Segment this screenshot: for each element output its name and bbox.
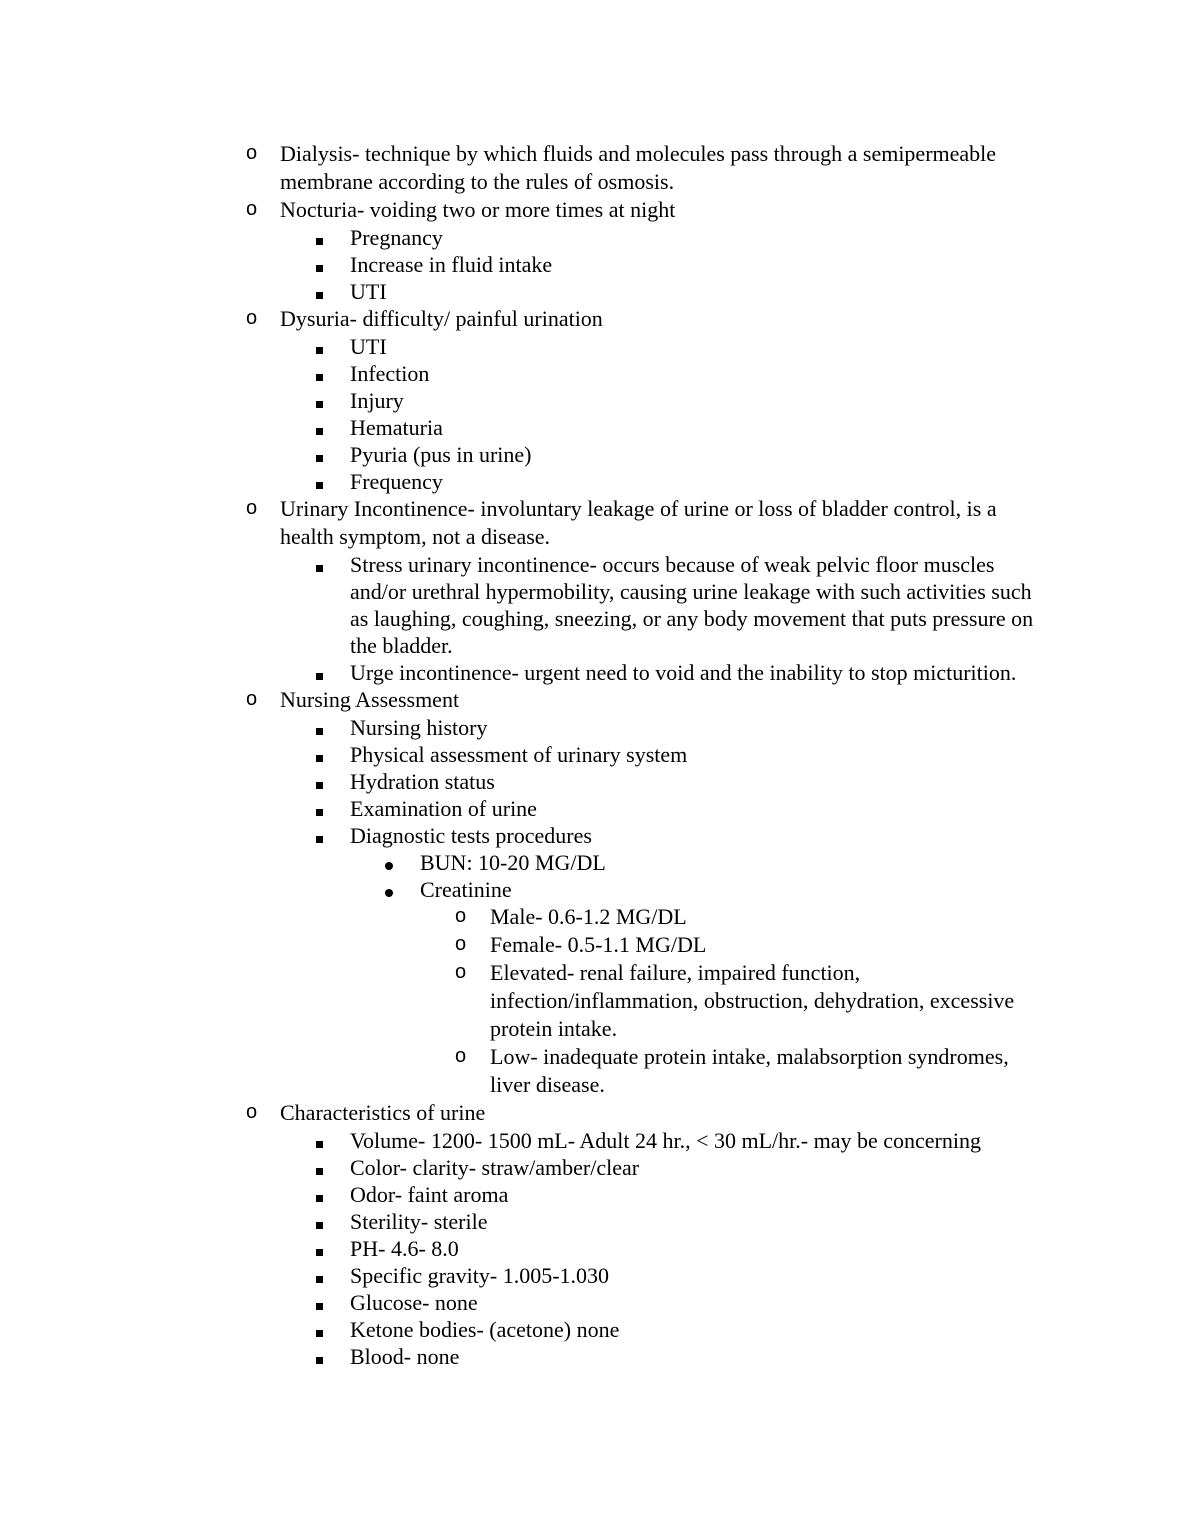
square-bullet-icon [316, 728, 323, 735]
circle-bullet: o [455, 933, 467, 955]
square-bullet-icon [316, 455, 323, 462]
square-bullet-icon [316, 755, 323, 762]
urine-characteristic: Volume- 1200- 1500 mL- Adult 24 hr., < 30 mL/hr.- may be concerning [350, 1128, 981, 1153]
square-bullet-icon [316, 1330, 323, 1337]
square-bullet-icon [316, 347, 323, 354]
dysuria-text: Dysuria- difficulty/ painful urination [280, 306, 603, 331]
assessment-item: Diagnostic tests procedures [350, 823, 592, 848]
list-item [0, 959, 1050, 1043]
square-bullet-icon [316, 565, 323, 572]
assessment-item: Nursing history [350, 715, 488, 740]
list-item [0, 1316, 1040, 1343]
list-item [0, 849, 1040, 876]
list-item [0, 876, 1040, 903]
square-bullet-icon [316, 482, 323, 489]
list-item [0, 1235, 1040, 1262]
nocturia-cause: UTI [350, 279, 387, 304]
dysuria-cause: Hematuria [350, 415, 443, 440]
nocturia-cause: Pregnancy [350, 225, 443, 250]
document-page [0, 140, 1190, 1370]
creatinine-range: Elevated- renal failure, impaired function, infection/inflammation, obstruction, dehydration, excessive protein intake. [490, 960, 1015, 1041]
nocturia-text: Nocturia- voiding two or more times at night [280, 197, 676, 222]
list-item [0, 768, 1040, 795]
incontinence-type: Stress urinary incontinence- occurs because of weak pelvic floor muscles and/or urethral hypermobility, causing urine leakage with such activities such as laughing, coughing, sneezing, or any body movement that puts pressure on the bladder. [350, 552, 1034, 658]
circle-bullet: o [246, 307, 258, 329]
list-item [0, 1343, 1040, 1370]
square-bullet-icon [316, 1141, 323, 1148]
circle-bullet: o [455, 1045, 467, 1067]
dysuria-cause: Frequency [350, 469, 443, 494]
assessment-item: Hydration status [350, 769, 495, 794]
incontinence-text: Urinary Incontinence- involuntary leakage of urine or loss of bladder control, is a health symptom, not a disease. [280, 496, 997, 549]
circle-bullet: o [455, 905, 467, 927]
list-item [0, 551, 1040, 659]
list-item [0, 1262, 1040, 1289]
circle-bullet: o [246, 142, 258, 164]
square-bullet-icon [316, 428, 323, 435]
creatinine-range: Female- 0.5-1.1 MG/DL [490, 932, 707, 957]
dysuria-cause: Infection [350, 361, 430, 386]
square-bullet-icon [316, 809, 323, 816]
square-bullet-icon [316, 265, 323, 272]
square-bullet-icon [316, 1249, 323, 1256]
list-item-nocturia [0, 196, 1050, 224]
list-item-dysuria [0, 305, 1050, 333]
urine-characteristic: Glucose- none [350, 1290, 478, 1315]
square-bullet-icon [316, 401, 323, 408]
list-item [0, 278, 1040, 305]
square-bullet-icon [316, 1357, 323, 1364]
list-item [0, 822, 1040, 849]
circle-bullet: o [455, 961, 467, 983]
square-bullet-icon [316, 1195, 323, 1202]
urine-characteristic: Color- clarity- straw/amber/clear [350, 1155, 640, 1180]
incontinence-type: Urge incontinence- urgent need to void and the inability to stop micturition. [350, 660, 1017, 685]
list-item [0, 903, 1050, 931]
circle-bullet: o [246, 1101, 258, 1123]
list-item-dialysis [0, 140, 1050, 196]
urine-characteristic: Ketone bodies- (acetone) none [350, 1317, 620, 1342]
list-item [0, 1181, 1040, 1208]
list-item [0, 360, 1040, 387]
diagnostic-test: BUN: 10-20 MG/DL [420, 850, 606, 875]
square-bullet-icon [316, 836, 323, 843]
list-item [0, 224, 1040, 251]
list-item [0, 1208, 1040, 1235]
diagnostic-test: Creatinine [420, 877, 512, 902]
urine-characteristic: Sterility- sterile [350, 1209, 488, 1234]
circle-bullet: o [246, 198, 258, 220]
circle-bullet: o [246, 497, 258, 519]
square-bullet-icon [316, 1222, 323, 1229]
dysuria-cause: UTI [350, 334, 387, 359]
list-item [0, 659, 1040, 686]
list-item [0, 414, 1040, 441]
list-item-assessment [0, 686, 1050, 714]
list-item [0, 387, 1040, 414]
list-item [0, 1043, 1050, 1099]
urine-characteristic: Odor- faint aroma [350, 1182, 509, 1207]
list-item [0, 1154, 1040, 1181]
urine-characteristic: Specific gravity- 1.005-1.030 [350, 1263, 610, 1288]
list-item [0, 333, 1040, 360]
square-bullet-icon [316, 374, 323, 381]
dialysis-text: Dialysis- technique by which fluids and molecules pass through a semipermeable membrane according to the rules of osmosis. [280, 141, 997, 194]
square-bullet-icon [316, 673, 323, 680]
list-item [0, 441, 1040, 468]
urine-text: Characteristics of urine [280, 1100, 486, 1125]
list-item [0, 714, 1040, 741]
square-bullet-icon [316, 238, 323, 245]
list-item [0, 1127, 1040, 1154]
list-item [0, 468, 1040, 495]
round-bullet-icon [385, 889, 393, 897]
list-item [0, 741, 1040, 768]
square-bullet-icon [316, 1168, 323, 1175]
assessment-item: Physical assessment of urinary system [350, 742, 688, 767]
list-item [0, 251, 1040, 278]
list-item-urine [0, 1099, 1050, 1127]
circle-bullet: o [246, 688, 258, 710]
dysuria-cause: Injury [350, 388, 404, 413]
creatinine-range: Male- 0.6-1.2 MG/DL [490, 904, 687, 929]
urine-characteristic: Blood- none [350, 1344, 460, 1369]
list-item [0, 795, 1040, 822]
creatinine-range: Low- inadequate protein intake, malabsorption syndromes, liver disease. [490, 1044, 1009, 1097]
square-bullet-icon [316, 1276, 323, 1283]
assessment-item: Examination of urine [350, 796, 537, 821]
square-bullet-icon [316, 292, 323, 299]
dysuria-cause: Pyuria (pus in urine) [350, 442, 532, 467]
list-item [0, 931, 1050, 959]
list-item [0, 1289, 1040, 1316]
nocturia-cause: Increase in fluid intake [350, 252, 553, 277]
list-item-incontinence [0, 495, 1050, 551]
assessment-text: Nursing Assessment [280, 687, 460, 712]
urine-characteristic: PH- 4.6- 8.0 [350, 1236, 459, 1261]
round-bullet-icon [385, 862, 393, 870]
square-bullet-icon [316, 782, 323, 789]
square-bullet-icon [316, 1303, 323, 1310]
